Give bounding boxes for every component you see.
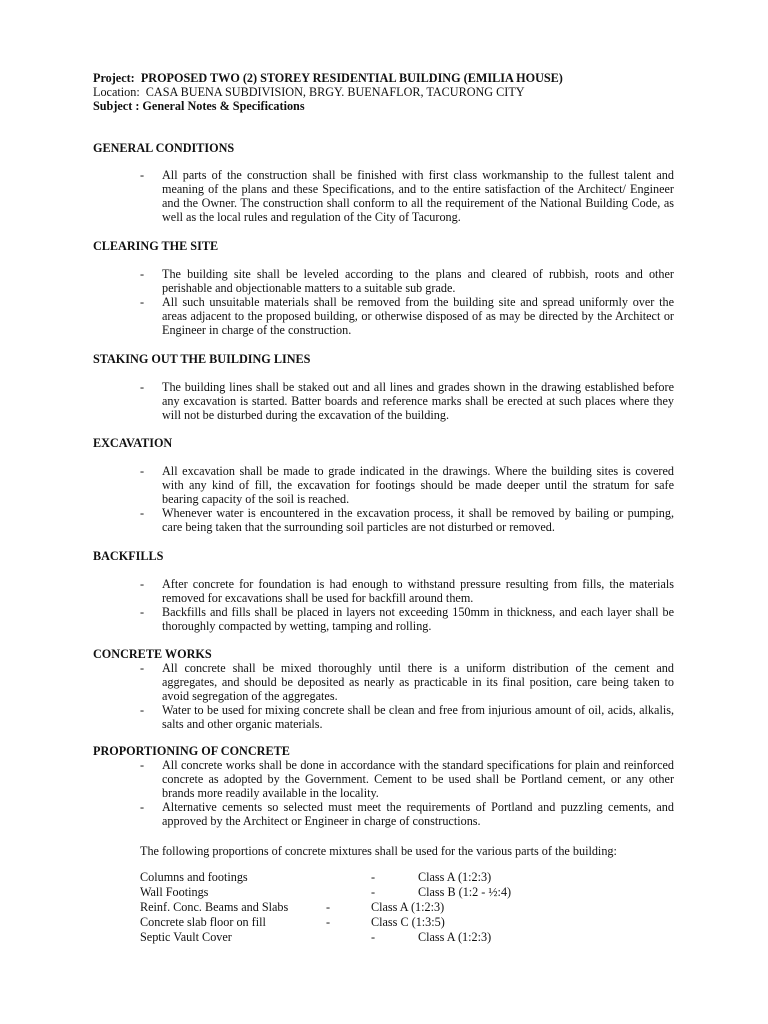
table-row — [140, 885, 540, 900]
list-item — [140, 577, 674, 605]
section-backfills — [140, 577, 674, 633]
section-title-excavation: EXCAVATION — [93, 436, 173, 450]
subject-value: : General Notes & Specifications — [135, 99, 305, 113]
section-excavation — [140, 464, 674, 534]
table-cell-dash: - — [371, 885, 376, 899]
table-cell-part: Columns and footings — [140, 870, 248, 884]
list-item-text: All concrete shall be mixed thoroughly until there is a uniform distribution of the cement and aggregates, and should be deposited as nearly as practicable in its final position, care being taken to avoid segregation of the aggregates. — [162, 661, 674, 703]
section-clearing-the-site — [140, 267, 674, 337]
list-item-text: The building lines shall be staked out and all lines and grades shown in the drawing established before any excavation is started. Batter boards and reference marks shall be erected at such places where they will not be disturbed during the excavation of the building. — [162, 380, 674, 422]
list-item-text: Water to be used for mixing concrete shall be clean and free from injurious amount of oil, acids, alkalis, salts and other organic materials. — [162, 703, 674, 731]
list-dash: - — [140, 295, 145, 309]
list-item — [140, 506, 674, 534]
list-item-text: Alternative cements so selected must meet the requirements of Portland and puzzling cements, and approved by the Architect or Engineer in charge of constructions. — [162, 800, 674, 828]
location-label: Location: — [93, 85, 140, 99]
table-cell-mix: Class B (1:2 - ½:4) — [418, 885, 512, 899]
table-cell-part: Septic Vault Cover — [140, 930, 232, 944]
section-title-general-conditions: GENERAL CONDITIONS — [93, 141, 235, 155]
section-title-backfills: BACKFILLS — [93, 549, 164, 563]
location-value: CASA BUENA SUBDIVISION, BRGY. BUENAFLOR, TACURONG CITY — [145, 85, 525, 99]
table-cell-dash: - — [371, 930, 376, 944]
section-title-staking-out: STAKING OUT THE BUILDING LINES — [93, 352, 311, 366]
list-dash: - — [140, 703, 145, 717]
list-item — [140, 295, 674, 337]
subject-line — [93, 99, 713, 113]
list-dash: - — [140, 267, 145, 281]
project-label: Project: — [93, 71, 135, 85]
table-cell-part: Wall Footings — [140, 885, 209, 899]
project-value: PROPOSED TWO (2) STOREY RESIDENTIAL BUILDING (EMILIA HOUSE) — [140, 71, 563, 85]
list-item — [140, 380, 674, 422]
section-title-concrete-works: CONCRETE WORKS — [93, 647, 212, 661]
list-dash: - — [140, 758, 145, 772]
section-title-clearing-the-site: CLEARING THE SITE — [93, 239, 219, 253]
list-dash: - — [140, 168, 145, 182]
table-row — [140, 870, 540, 885]
list-item — [140, 758, 674, 800]
table-cell-mix: Class C (1:3:5) — [371, 915, 445, 929]
table-cell-mix: Class A (1:2:3) — [371, 900, 445, 914]
proportions-intro: The following proportions of concrete mixtures shall be used for the various parts of the building: — [140, 844, 617, 858]
list-dash: - — [140, 577, 145, 591]
list-item-text: Whenever water is encountered in the excavation process, it shall be removed by bailing or pumping, care being taken that the surrounding soil particles are not disturbed or removed. — [162, 506, 674, 534]
location-line — [93, 85, 713, 99]
list-dash: - — [140, 605, 145, 619]
list-dash: - — [140, 380, 145, 394]
section-general-conditions — [140, 168, 674, 224]
list-item — [140, 605, 674, 633]
list-item — [140, 661, 674, 703]
table-cell-dash: - — [326, 915, 331, 929]
table-cell-part: Reinf. Conc. Beams and Slabs — [140, 900, 289, 914]
project-line — [93, 71, 713, 85]
document-header — [93, 71, 713, 113]
section-staking-out — [140, 380, 674, 422]
list-dash: - — [140, 506, 145, 520]
list-item-text: Backfills and fills shall be placed in layers not exceeding 150mm in thickness, and each layer shall be thoroughly compacted by wetting, tamping and rolling. — [162, 605, 674, 633]
table-row — [140, 930, 540, 945]
list-item-text: The building site shall be leveled according to the plans and cleared of rubbish, roots and other perishable and objectionable matters to a suitable sub grade. — [162, 267, 674, 295]
list-item — [140, 464, 674, 506]
list-item — [140, 267, 674, 295]
table-row — [140, 900, 540, 915]
list-item — [140, 703, 674, 731]
table-cell-dash: - — [371, 870, 376, 884]
list-item-text: All parts of the construction shall be finished with first class workmanship to the fullest talent and meaning of the plans and these Specifications, and to the entire satisfaction of the Architect/ Engineer and the Owner. The construction shall conform to all the requirement of the National Building Code, as well as the local rules and regulation of the City of Tacurong. — [162, 168, 674, 224]
list-item-text: After concrete for foundation is had enough to withstand pressure resulting from fills, the materials removed for excavations shall be used for backfill around them. — [162, 577, 674, 605]
list-dash: - — [140, 800, 145, 814]
section-proportioning — [140, 758, 674, 828]
section-concrete-works — [140, 661, 674, 731]
list-item-text: All such unsuitable materials shall be removed from the building site and spread uniformly over the areas adjacent to the proposed building, or otherwise disposed of as may be directed by the Architect or Engineer in charge of the construction. — [162, 295, 674, 337]
list-dash: - — [140, 464, 145, 478]
list-dash: - — [140, 661, 145, 675]
proportions-table — [140, 870, 540, 945]
table-cell-mix: Class A (1:2:3) — [418, 930, 492, 944]
table-cell-dash: - — [326, 900, 331, 914]
table-cell-mix: Class A (1:2:3) — [418, 870, 492, 884]
list-item-text: All concrete works shall be done in accordance with the standard specifications for plain and reinforced concrete as adopted by the Government. Cement to be used shall be Portland cement, or any other brands more readily available in the locality. — [162, 758, 674, 800]
list-item — [140, 168, 674, 224]
table-row — [140, 915, 540, 930]
subject-label: Subject — [93, 99, 133, 113]
section-title-proportioning: PROPORTIONING OF CONCRETE — [93, 744, 290, 758]
list-item-text: All excavation shall be made to grade indicated in the drawings. Where the building sites is covered with any kind of fill, the excavation for footings should be made deeper until the stratum for safe bearing capacity of the soil is reached. — [162, 464, 674, 506]
table-cell-part: Concrete slab floor on fill — [140, 915, 266, 929]
list-item — [140, 800, 674, 828]
